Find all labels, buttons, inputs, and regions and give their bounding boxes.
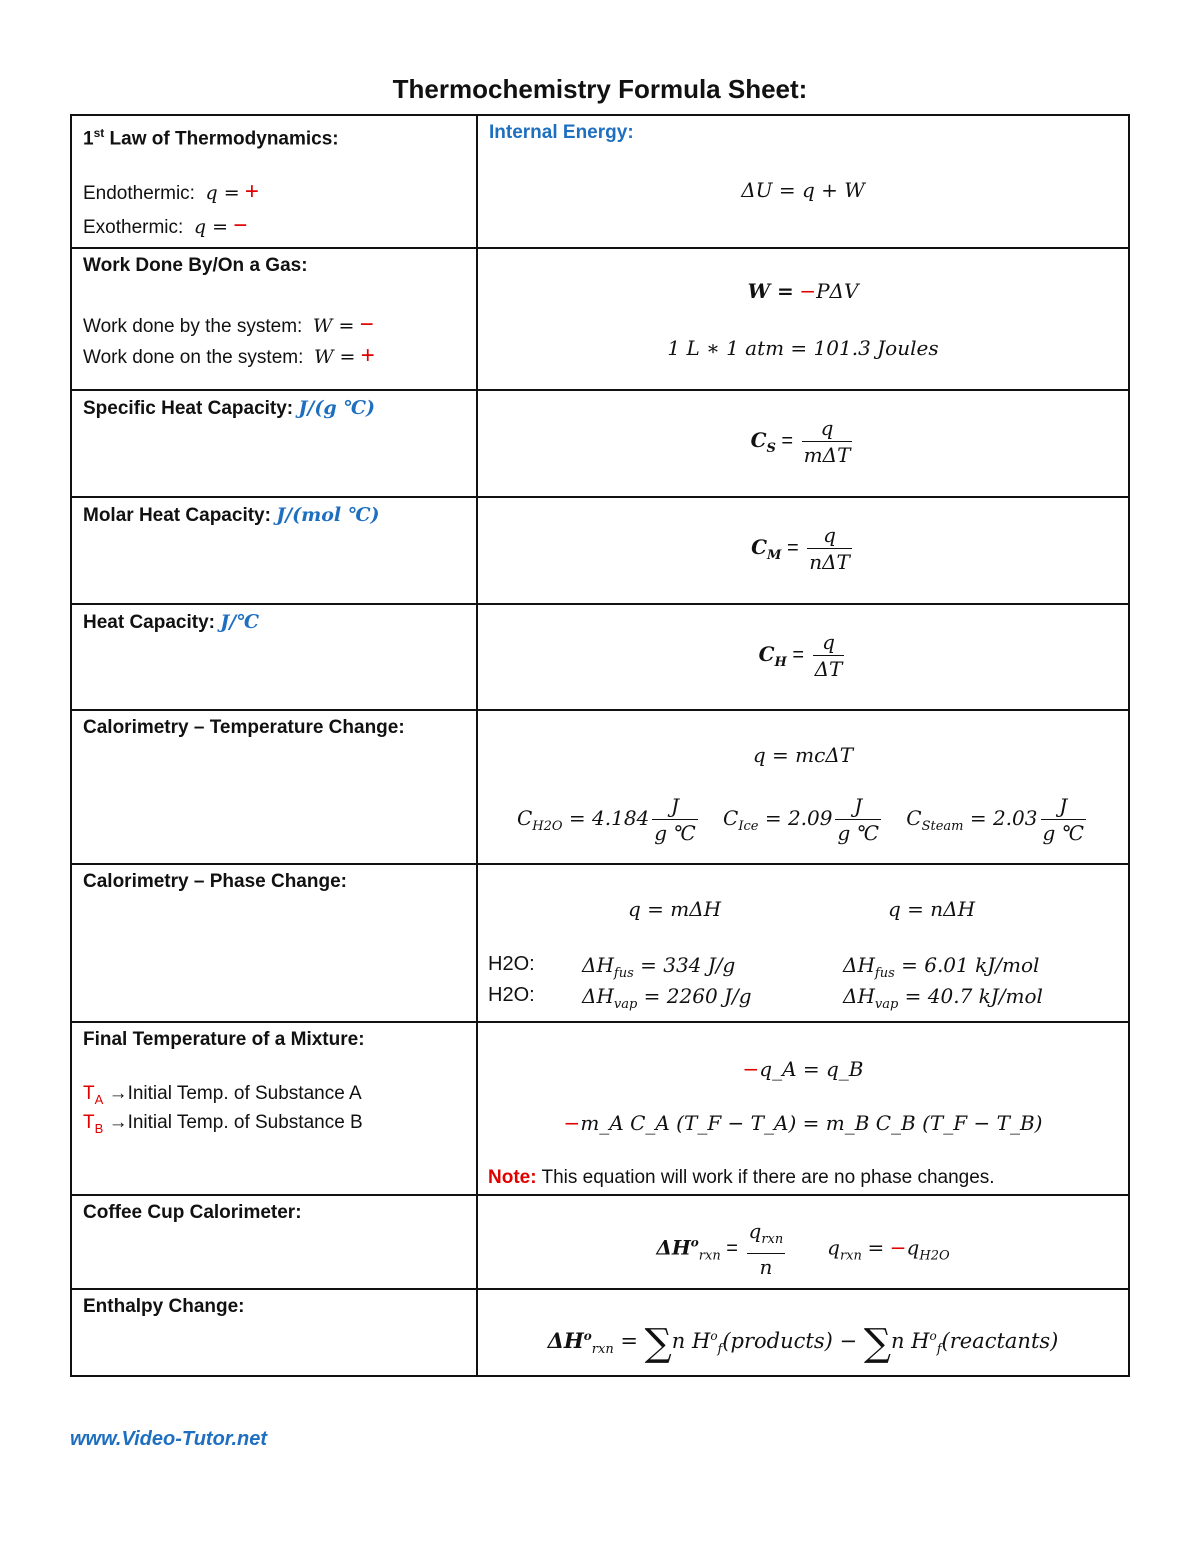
mixture-formula: −m_A C_A (T_F − T_A) = m_B C_B (T_F − T_B) (563, 1111, 1043, 1135)
table-row (71, 390, 1129, 497)
internal-energy-heading: Internal Energy: (489, 122, 634, 143)
enthalpy-formula-cell (477, 1289, 1129, 1376)
internal-energy-formula: ΔU = q + W (741, 178, 865, 202)
heat-capacity-formula-cell (477, 604, 1129, 710)
table-row (71, 604, 1129, 710)
work-conversion: 1 L ∗ 1 atm = 101.3 Joules (667, 336, 939, 360)
table-row (71, 1022, 1129, 1195)
molar-heat-cell (71, 497, 477, 604)
note-line: Note: This equation will work if there are no phase changes. (488, 1167, 995, 1188)
calorimetry-phase-formula-cell: q = mΔH q = nΔH H2O: $\Delta H_{fus} = 334$ J/g $\Delta H_{fus} = 6.01$ kJ/mol H2O: $\Delta H_{vap} = 2260$ J/g $\Delta H_{vap} = 40.7$ kJ/mol (477, 864, 1129, 1022)
heat-capacity-heading: Heat Capacity: J/℃ (83, 611, 259, 633)
table-row (71, 115, 1129, 248)
calorimetry-temp-cell (71, 710, 477, 864)
specific-heat-heading: Specific Heat Capacity: J/(g ℃) (83, 397, 375, 419)
specific-heat-formula: $C_S$ = $\frac{q}{\text{mΔT}}$ (750, 416, 851, 467)
specific-heat-formula-cell (477, 390, 1129, 497)
enthalpy-formula: $\Delta H^o_{rxn} = \sum n$ $H^o_f(products) - \sum n$ $H^o_f(reactants)$ (547, 1320, 1059, 1365)
exothermic-line: Exothermic: q = − (83, 212, 248, 239)
specific-heat-constants: $C_{H2O} = 4.184$ $\frac{J}{g ℃}$ $C_{Ice} = 2.09$ $\frac{J}{g ℃}$ $C_{Steam} = 2.03$ $\frac{J}{g ℃}$ (516, 794, 1085, 845)
table-row (71, 1195, 1129, 1289)
footer-link[interactable]: www.Video-Tutor.net (70, 1428, 268, 1450)
final-temp-formula-cell (477, 1022, 1129, 1195)
work-by-line: Work done by the system: W = − (83, 311, 374, 338)
heat-balance-formula: −q_A = q_B (742, 1057, 864, 1081)
table-row (71, 497, 1129, 604)
coffee-cup-cell (71, 1195, 477, 1289)
table-row (71, 710, 1129, 864)
calorimetry-temp-heading: Calorimetry – Temperature Change: (83, 717, 405, 738)
tb-line: $T_B$ →Initial Temp. of Substance B (83, 1112, 363, 1136)
table-row (71, 864, 1129, 1022)
calorimetry-phase-heading: Calorimetry – Phase Change: (83, 871, 347, 892)
calorimetry-temp-formula-cell (477, 710, 1129, 864)
enthalpy-heading: Enthalpy Change: (83, 1296, 245, 1317)
calorimetry-temp-formula: q = mcΔT (752, 743, 854, 767)
endothermic-line: Endothermic: q = + (83, 178, 259, 205)
molar-heat-heading: Molar Heat Capacity: J/(mol ℃) (83, 504, 380, 526)
final-temp-cell (71, 1022, 477, 1195)
first-law-heading: 1st Law of Thermodynamics: (83, 126, 339, 150)
work-heading: Work Done By/On a Gas: (83, 255, 308, 276)
final-temp-heading: Final Temperature of a Mixture: (83, 1029, 365, 1050)
heat-capacity-cell (71, 604, 477, 710)
formula-table (70, 114, 1130, 1377)
internal-energy-cell (477, 115, 1129, 248)
ta-line: $T_A$ →Initial Temp. of Substance A (83, 1083, 362, 1107)
table-row (71, 248, 1129, 390)
molar-heat-formula-cell (477, 497, 1129, 604)
enthalpy-cell (71, 1289, 477, 1376)
specific-heat-cell (71, 390, 477, 497)
coffee-cup-formula-cell (477, 1195, 1129, 1289)
work-cell (71, 248, 477, 390)
first-law-cell (71, 115, 477, 248)
coffee-cup-heading: Coffee Cup Calorimeter: (83, 1202, 302, 1223)
work-formula: W = −PΔV (747, 279, 859, 303)
heat-capacity-formula: $C_H$ = $\frac{q}{\Delta T}$ (758, 630, 843, 681)
calorimetry-phase-cell (71, 864, 477, 1022)
molar-heat-formula: $C_M$ = $\frac{q}{\text{nΔT}}$ (751, 523, 850, 574)
coffee-cup-formulas: $\Delta H^o_{rxn}$ = $\frac{q_{rxn}}{n}$ $q_{rxn} = -q_{H2O}$ (656, 1219, 950, 1279)
work-on-line: Work done on the system: W = + (83, 342, 375, 369)
table-row (71, 1289, 1129, 1376)
work-formula-cell (477, 248, 1129, 390)
page-title: Thermochemistry Formula Sheet: (392, 74, 808, 104)
